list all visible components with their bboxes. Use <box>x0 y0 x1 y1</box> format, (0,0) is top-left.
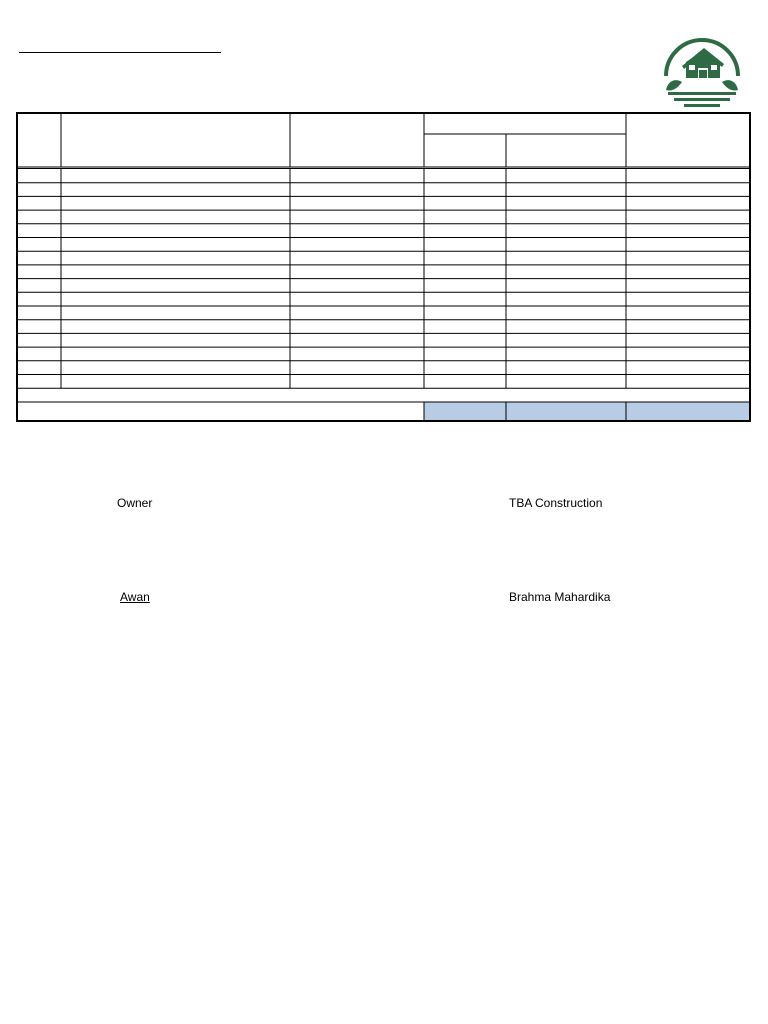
house-leaf-logo-icon <box>658 32 746 112</box>
company-rep-name: Brahma Mahardika <box>509 590 611 604</box>
summary-cell <box>424 402 506 421</box>
title-underline <box>19 52 221 53</box>
form-table <box>16 112 751 422</box>
owner-label: Owner <box>117 496 153 510</box>
summary-cell <box>626 402 751 421</box>
summary-cell <box>506 402 626 421</box>
company-label: TBA Construction <box>509 496 603 510</box>
owner-name: Awan <box>120 590 150 604</box>
